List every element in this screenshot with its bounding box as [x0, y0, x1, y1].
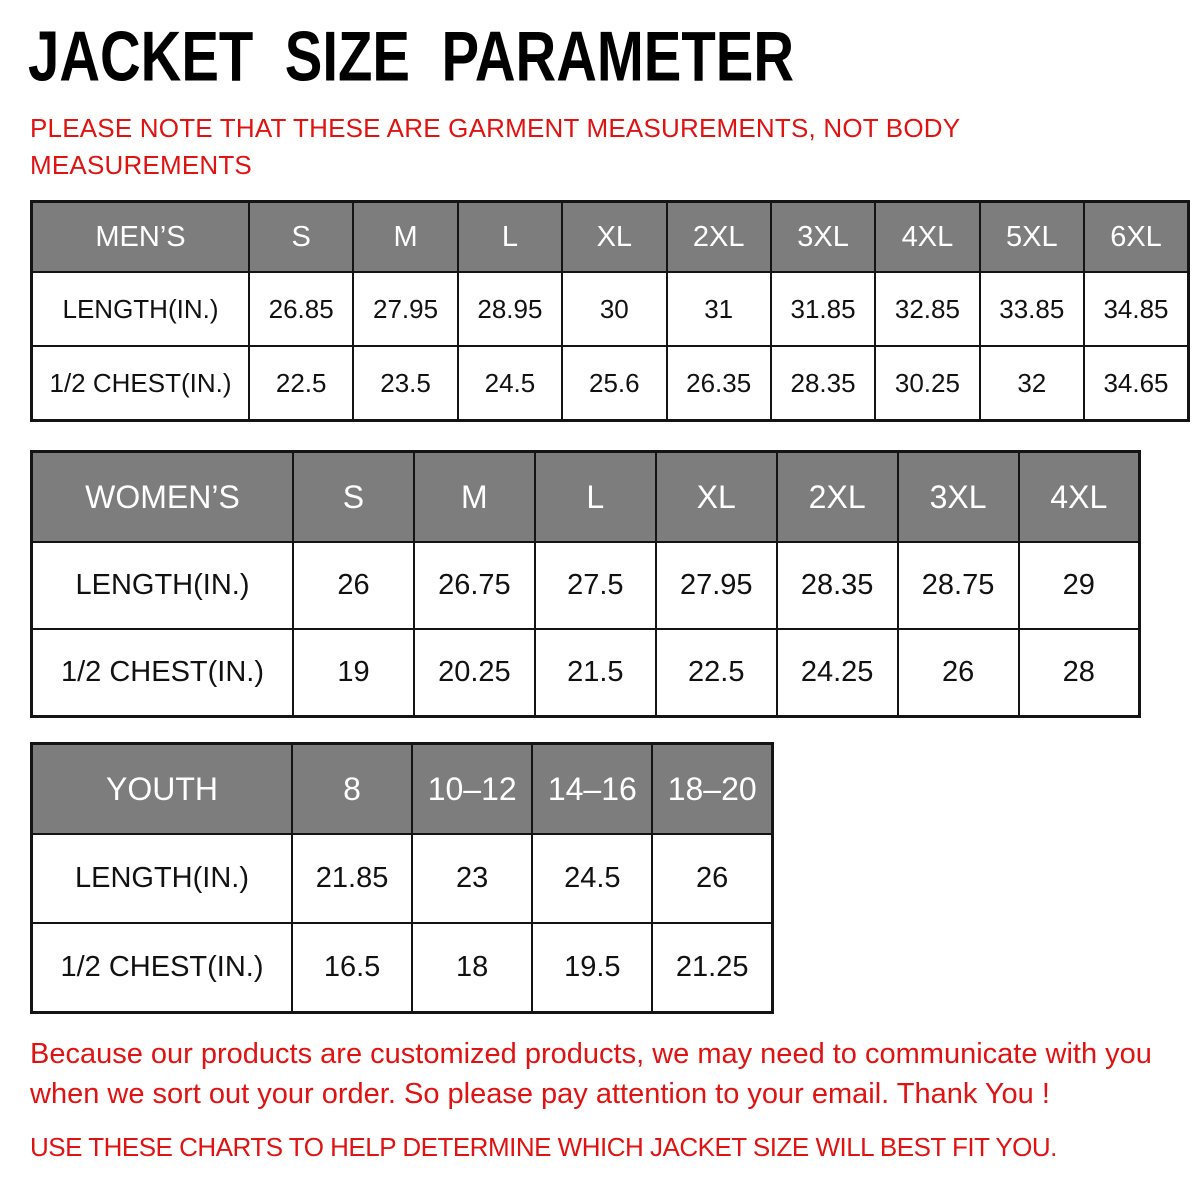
size-header-cell: L [458, 202, 562, 273]
size-header-cell: 5XL [980, 202, 1084, 273]
table-row [32, 629, 1140, 717]
row-label-cell: 1/2 CHEST(IN.) [32, 923, 293, 1013]
row-label-cell: LENGTH(IN.) [32, 272, 250, 346]
size-header-cell: 4XL [875, 202, 979, 273]
table-row [32, 346, 1189, 421]
measurement-value-cell: 28.35 [771, 346, 875, 421]
size-header-cell: 18–20 [652, 744, 772, 835]
size-header-cell: 2XL [777, 452, 898, 543]
measurement-value-cell: 27.95 [656, 542, 777, 629]
measurement-value-cell: 21.25 [652, 923, 772, 1013]
youth-size-table [30, 742, 774, 1014]
size-header-cell: S [249, 202, 353, 273]
measurement-value-cell: 25.6 [562, 346, 666, 421]
size-header-cell: L [535, 452, 656, 543]
measurement-value-cell: 24.25 [777, 629, 898, 717]
garment-measurement-note: PLEASE NOTE THAT THESE ARE GARMENT MEASUREMENTS, NOT BODY MEASUREMENTS [30, 113, 960, 180]
size-header-cell: 2XL [667, 202, 771, 273]
measurement-value-cell: 28.35 [777, 542, 898, 629]
size-header-cell: 3XL [898, 452, 1019, 543]
size-header-cell: 3XL [771, 202, 875, 273]
measurement-value-cell: 24.5 [458, 346, 562, 421]
size-header-cell: 6XL [1084, 202, 1189, 273]
measurement-value-cell: 22.5 [656, 629, 777, 717]
size-header-cell: 8 [292, 744, 412, 835]
measurement-value-cell: 32 [980, 346, 1084, 421]
size-header-cell: M [414, 452, 535, 543]
measurement-value-cell: 19.5 [532, 923, 652, 1013]
measurement-value-cell: 29 [1019, 542, 1140, 629]
mens-size-table [30, 200, 1190, 422]
measurement-value-cell: 26 [898, 629, 1019, 717]
measurement-value-cell: 26.75 [414, 542, 535, 629]
size-header-cell: M [353, 202, 457, 273]
row-label-cell: 1/2 CHEST(IN.) [32, 346, 250, 421]
measurement-value-cell: 34.65 [1084, 346, 1189, 421]
size-header-cell: 14–16 [532, 744, 652, 835]
measurement-value-cell: 16.5 [292, 923, 412, 1013]
customization-notice: Because our products are customized products, we may need to communicate with you when we sort out your order. So please pay attention to your email. Thank You ! [30, 1038, 1152, 1110]
measurement-value-cell: 26 [652, 834, 772, 923]
measurement-value-cell: 26.85 [249, 272, 353, 346]
measurement-value-cell: 26.35 [667, 346, 771, 421]
measurement-value-cell: 22.5 [249, 346, 353, 421]
measurement-value-cell: 31 [667, 272, 771, 346]
group-header-cell: YOUTH [32, 744, 293, 835]
womens-size-table [30, 450, 1141, 718]
size-header-cell: 10–12 [412, 744, 532, 835]
measurement-value-cell: 31.85 [771, 272, 875, 346]
table-row [32, 834, 773, 923]
page-title: JACKET SIZE PARAMETER [28, 16, 794, 96]
measurement-value-cell: 28 [1019, 629, 1140, 717]
chart-usage-hint: USE THESE CHARTS TO HELP DETERMINE WHICH JACKET SIZE WILL BEST FIT YOU. [30, 1132, 1057, 1162]
measurement-value-cell: 32.85 [875, 272, 979, 346]
size-header-cell: S [293, 452, 414, 543]
measurement-value-cell: 20.25 [414, 629, 535, 717]
measurement-value-cell: 21.85 [292, 834, 412, 923]
group-header-cell: WOMEN’S [32, 452, 294, 543]
measurement-value-cell: 30.25 [875, 346, 979, 421]
size-header-cell: XL [656, 452, 777, 543]
measurement-value-cell: 23 [412, 834, 532, 923]
measurement-value-cell: 27.95 [353, 272, 457, 346]
measurement-value-cell: 26 [293, 542, 414, 629]
measurement-value-cell: 27.5 [535, 542, 656, 629]
row-label-cell: LENGTH(IN.) [32, 542, 294, 629]
measurement-value-cell: 28.95 [458, 272, 562, 346]
measurement-value-cell: 24.5 [532, 834, 652, 923]
table-row [32, 542, 1140, 629]
measurement-value-cell: 33.85 [980, 272, 1084, 346]
measurement-value-cell: 28.75 [898, 542, 1019, 629]
row-label-cell: LENGTH(IN.) [32, 834, 293, 923]
size-header-cell: 4XL [1019, 452, 1140, 543]
table-row [32, 272, 1189, 346]
measurement-value-cell: 18 [412, 923, 532, 1013]
table-row [32, 923, 773, 1013]
group-header-cell: MEN’S [32, 202, 250, 273]
size-header-cell: XL [562, 202, 666, 273]
measurement-value-cell: 19 [293, 629, 414, 717]
measurement-value-cell: 34.85 [1084, 272, 1189, 346]
measurement-value-cell: 21.5 [535, 629, 656, 717]
row-label-cell: 1/2 CHEST(IN.) [32, 629, 294, 717]
measurement-value-cell: 23.5 [353, 346, 457, 421]
measurement-value-cell: 30 [562, 272, 666, 346]
